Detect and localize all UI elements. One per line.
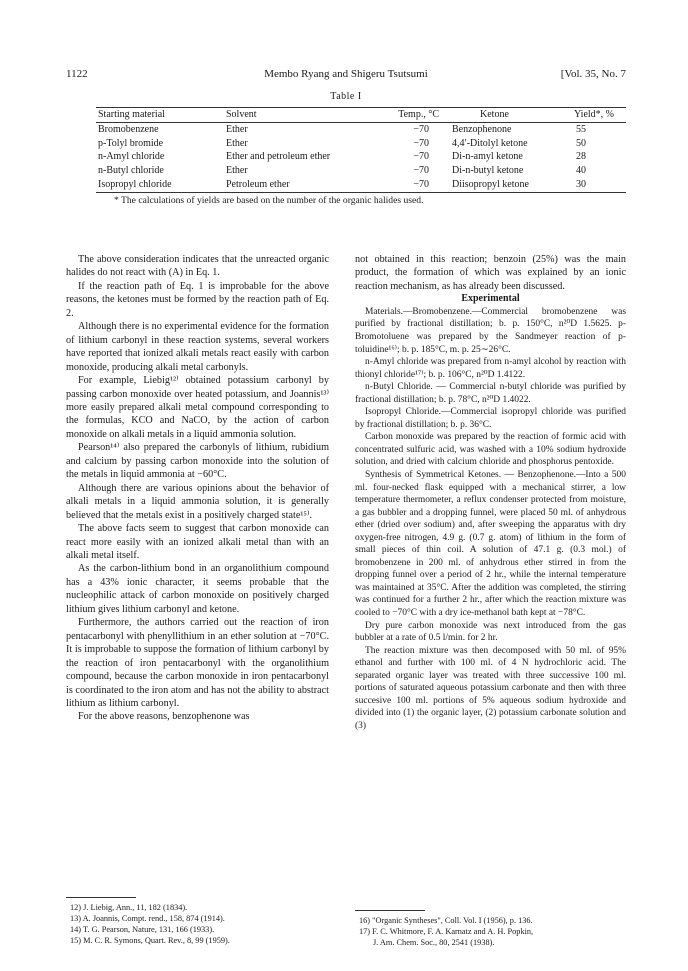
table-cell: Ether bbox=[226, 165, 248, 177]
table-cell: −70 bbox=[413, 151, 429, 163]
table-cell: Petroleum ether bbox=[226, 178, 290, 190]
body-paragraph: If the reaction path of Eq. 1 is improbable for the above reasons, the ketones must be formed by the reaction path of Eq. 2. bbox=[66, 280, 329, 319]
table-cell: Ether and petroleum ether bbox=[226, 151, 331, 163]
volume-info: [Vol. 35, No. 7 bbox=[560, 68, 626, 80]
running-header bbox=[66, 68, 626, 84]
body-paragraph: Although there is no experimental evidence for the formation of lithium carbonyl in these reaction systems, several workers have reported that ionized alkali metals react easily with carbon monoxide, producing alkali metal carbonyls. bbox=[66, 321, 329, 373]
table-row bbox=[96, 137, 626, 151]
table-cell: 30 bbox=[576, 178, 586, 190]
page-number: 1122 bbox=[66, 68, 88, 80]
body-paragraph: Isopropyl Chloride.—Commercial isopropyl chloride was purified by fractional distillation; b. p. 36°C. bbox=[355, 407, 626, 430]
table-cell: 4,4′-Ditolyl ketone bbox=[452, 137, 528, 149]
footnote-item: 13) A. Joannis, Compt. rend., 158, 874 (1914). bbox=[70, 914, 225, 923]
table-cell: −70 bbox=[413, 165, 429, 177]
table-header-row bbox=[96, 108, 626, 122]
table-cell: −70 bbox=[413, 137, 429, 149]
table-header-cell: Ketone bbox=[480, 109, 509, 120]
body-paragraph: Furthermore, the authors carried out the reaction of iron pentacarbonyl with phenyllithium in an ether solution at −70°C. It is improbable to suppose the formation of lithium carbonyl by the reaction of iron pentacarbonyl with the organolithium compound, because the carbon monoxide in iron pentacarbonyl is coordinated to the iron atom and has not the ability to abstract lithium as lithium carbonyl. bbox=[66, 617, 329, 709]
footnote-item: 17) F. C. Whitmore, F. A. Karnatz and A. H. Popkin, bbox=[359, 927, 534, 936]
body-paragraph: The above consideration indicates that the unreacted organic halides do not react with (A) in Eq. 1. bbox=[66, 254, 329, 279]
footnote-item: 12) J. Liebig, Ann., 11, 182 (1834). bbox=[70, 903, 188, 912]
table-cell: Bromobenzene bbox=[98, 123, 159, 135]
table-row bbox=[96, 178, 626, 192]
body-paragraph: n-Butyl Chloride. — Commercial n-butyl chloride was purified by fractional distillation; b. p. 78°C, n²⁰D 1.4022. bbox=[355, 382, 626, 405]
footnote-item: 15) M. C. R. Symons, Quart. Rev., 8, 99 (1959). bbox=[70, 936, 230, 945]
table-title: Table I bbox=[330, 91, 362, 102]
table-cell: Di-n-butyl ketone bbox=[452, 165, 524, 177]
header-authors: Membo Ryang and Shigeru Tsutsumi bbox=[264, 68, 428, 80]
table-cell: 28 bbox=[576, 151, 586, 163]
table-cell: Ether bbox=[226, 123, 248, 135]
footnotes-right bbox=[359, 915, 533, 948]
footnotes-left bbox=[70, 902, 230, 946]
table-cell: Isopropyl chloride bbox=[98, 178, 172, 190]
table-cell: n-Amyl chloride bbox=[98, 151, 165, 163]
table-cell: Ether bbox=[226, 137, 248, 149]
section-heading: Experimental bbox=[461, 293, 520, 305]
body-paragraph: For example, Liebig¹²⁾ obtained potassium carbonyl by passing carbon monoxide over heated potassium, and Joannis¹³⁾ more easily prepared alkali metal compound corresponding to the formulas, KCO and NaCO, by the action of carbon monoxide on alkali metals in a liquid ammonia solution. bbox=[66, 375, 329, 440]
body-paragraph: Dry pure carbon monoxide was next introduced from the gas bubbler at a rate of 0.5 l/min. for 2 hr. bbox=[355, 620, 626, 644]
body-paragraph: The above facts seem to suggest that carbon monoxide can react more easily with an ionized alkali metal than with an alkali metal itself. bbox=[66, 523, 329, 561]
table-header-cell: Solvent bbox=[226, 109, 257, 120]
body-paragraph: Synthesis of Symmetrical Ketones. — Benzophenone.—Into a 500 ml. four-necked flask equipped with a mechanical stirrer, a low temperature thermometer, a reflux condenser protected from moisture, a gas bubbler and a dropping funnel, were placed 50 ml. of anhydrous ether (dried over sodium) and, after sweeping the apparatus with dry oxygen-free nitrogen, 4.9 g. (0.7 g. atom) of lithium in the form of small pieces of thin coil. A solution of 47.1 g. (0.3 mol.) of bromobenzene in 200 ml. of anhydrous ether stirred in from the dropping funnel over a period of 2 hr., while the internal temperature was maintained at 35°C. After the addition was completed, the stirring was continued for a further 2 hr., after which the reaction mixture was cooled to −70°C with a dry ice-methanol bath kept at −78°C. bbox=[355, 470, 626, 619]
body-paragraph: As the carbon-lithium bond in an organolithium compound has a 43% ionic character, it seems probable that the nucleophilic attack of carbon monoxide on positively charged lithium gives lithium carbonyl and ketone. bbox=[66, 563, 329, 615]
body-paragraph: The reaction mixture was then decomposed with 50 ml. of 95% ethanol and further with 100 ml. of 4 N hydrochloric acid. The separated organic layer was treated with three successive 100 ml. portions of saturated aqueous potassium carbonate and then with three succesive 100 ml. portions of 5% aqueous sodium hydroxide and divided into (1) the organic layer, (2) potassium carbonate solution and (3) bbox=[355, 645, 626, 731]
table-cell: 40 bbox=[576, 165, 586, 177]
results-table bbox=[96, 107, 626, 206]
table-cell: Benzophenone bbox=[452, 123, 512, 135]
continued-paragraph: not obtained in this reaction; benzoin (25%) was the main product, the formation of which was explained by an ionic reaction mechanism, as has already been discussed. bbox=[355, 254, 626, 292]
table-cell: n-Butyl chloride bbox=[98, 165, 164, 177]
body-paragraph: For the above reasons, benzophenone was bbox=[78, 711, 250, 723]
table-cell: p-Tolyl bromide bbox=[98, 137, 164, 149]
body-paragraph: Although there are various opinions about the behavior of alkali metals in a liquid ammonia solution, it is generally believed that the metals exist in a positively charged state¹⁵⁾. bbox=[66, 482, 329, 521]
body-paragraph: Pearson¹⁴⁾ also prepared the carbonyls of lithium, rubidium and calcium by passing carbon monoxide into the solution of the metals in liquid ammonia at −60°C. bbox=[66, 442, 329, 481]
footnote-item: J. Am. Chem. Soc., 80, 2541 (1938). bbox=[373, 938, 495, 947]
table-cell: Diisopropyl ketone bbox=[452, 178, 529, 190]
footnote-rule bbox=[355, 910, 425, 911]
footnote-item: 14) T. G. Pearson, Nature, 131, 166 (1933). bbox=[70, 925, 215, 934]
body-paragraph: Carbon monoxide was prepared by the reaction of formic acid with concentrated sulfuric acid, was washed with a 10% sodium hydroxide solution, and dried with calcium chloride and phosphorus pentoxide. bbox=[355, 432, 626, 468]
table-cell: 50 bbox=[576, 137, 586, 149]
table-header-cell: Temp., °C bbox=[398, 109, 439, 120]
left-column bbox=[66, 253, 329, 724]
footnote-item: 16) "Organic Syntheses", Coll. Vol. I (1956), p. 136. bbox=[359, 916, 533, 925]
table-cell: 55 bbox=[576, 123, 586, 135]
table-header-cell: Starting material bbox=[98, 109, 165, 120]
right-column bbox=[355, 253, 626, 733]
table-row bbox=[96, 150, 626, 164]
table-cell: −70 bbox=[413, 178, 429, 190]
table-row bbox=[96, 164, 626, 178]
table-cell: Di-n-amyl ketone bbox=[452, 151, 523, 163]
footnote-rule bbox=[66, 897, 136, 898]
body-paragraph: n-Amyl chloride was prepared from n-amyl alcohol by reaction with thionyl chloride¹⁷⁾; b. p. 106°C, n²⁰D 1.4122. bbox=[355, 357, 626, 380]
table-cell: −70 bbox=[413, 123, 429, 135]
body-paragraph: Materials.—Bromobenzene.—Commercial bromobenzene was purified by fractional distillation; b. p. 150°C, n²⁰D 1.5625. p-Bromotoluene was prepared by the Sandmeyer reaction of p-toluidine¹⁶⁾; b. p. 185°C, m. p. 25∼26°C. bbox=[355, 306, 626, 355]
table-header-cell: Yield*, % bbox=[574, 109, 614, 120]
table-footnote: * The calculations of yields are based on the number of the organic halides used. bbox=[114, 194, 424, 206]
table-row bbox=[96, 123, 626, 137]
